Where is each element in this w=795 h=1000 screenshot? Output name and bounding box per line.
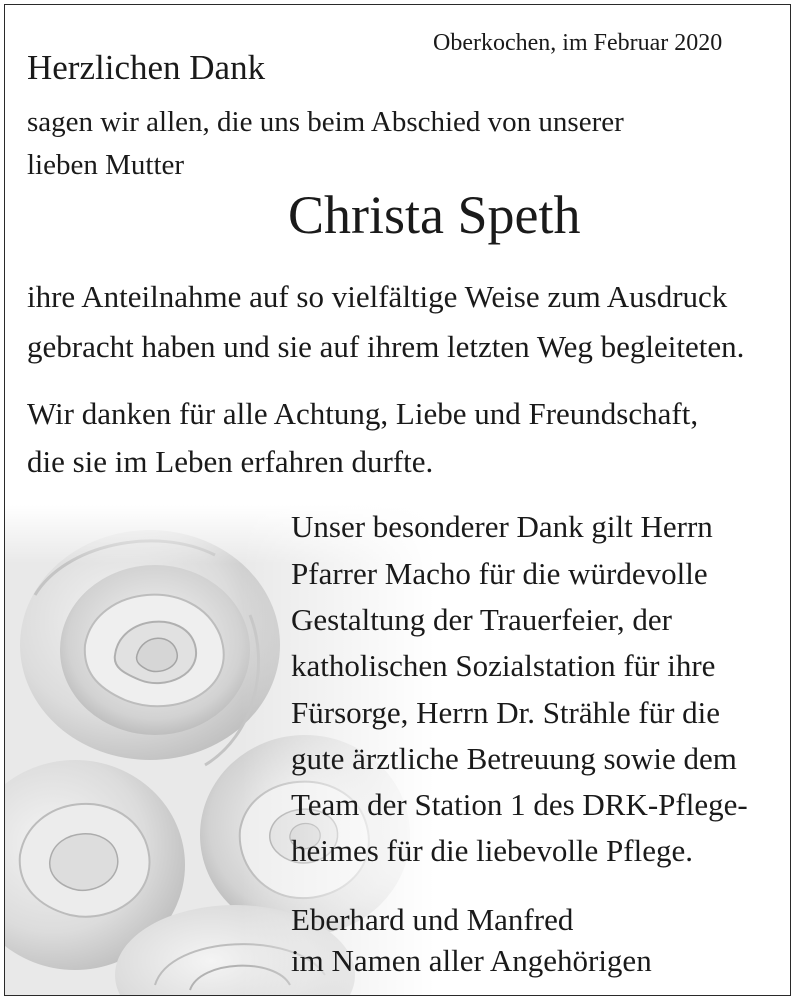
special-thanks-line-6: gute ärztliche Betreuung sowie dem bbox=[291, 741, 737, 776]
special-thanks-line-5: Fürsorge, Herrn Dr. Strähle für die bbox=[291, 695, 721, 730]
paragraph1-line-1: ihre Anteilnahme auf so vielfältige Weise zum Ausdruck bbox=[27, 279, 728, 314]
paragraph1-line-2: gebracht haben und sie auf ihrem letzten Weg begleiteten. bbox=[27, 329, 745, 364]
obituary-thank-you-notice bbox=[4, 4, 791, 996]
special-thanks-line-1: Unser besonderer Dank gilt Herrn bbox=[291, 509, 713, 544]
place-date: Oberkochen, im Februar 2020 bbox=[433, 30, 723, 56]
paragraph2-line-1: Wir danken für alle Achtung, Liebe und Freundschaft, bbox=[27, 396, 699, 431]
deceased-name: Christa Speth bbox=[288, 185, 581, 245]
special-thanks-line-7: Team der Station 1 des DRK-Pflege- bbox=[291, 787, 748, 822]
special-thanks-line-8: heimes für die liebevolle Pflege. bbox=[291, 833, 694, 868]
intro-line-2: lieben Mutter bbox=[27, 149, 185, 181]
intro-line-1: sagen wir allen, die uns beim Abschied von unserer bbox=[27, 106, 624, 138]
special-thanks-line-4: katholischen Sozialstation für ihre bbox=[291, 648, 716, 683]
special-thanks-line-2: Pfarrer Macho für die würdevolle bbox=[291, 556, 708, 591]
signature-line-2: im Namen aller Angehörigen bbox=[291, 943, 652, 978]
paragraph2-line-2: die sie im Leben erfahren durfte. bbox=[27, 444, 434, 479]
special-thanks-line-3: Gestaltung der Trauerfeier, der bbox=[291, 602, 672, 637]
signature-line-1: Eberhard und Manfred bbox=[291, 902, 574, 937]
heading: Herzlichen Dank bbox=[27, 48, 266, 87]
